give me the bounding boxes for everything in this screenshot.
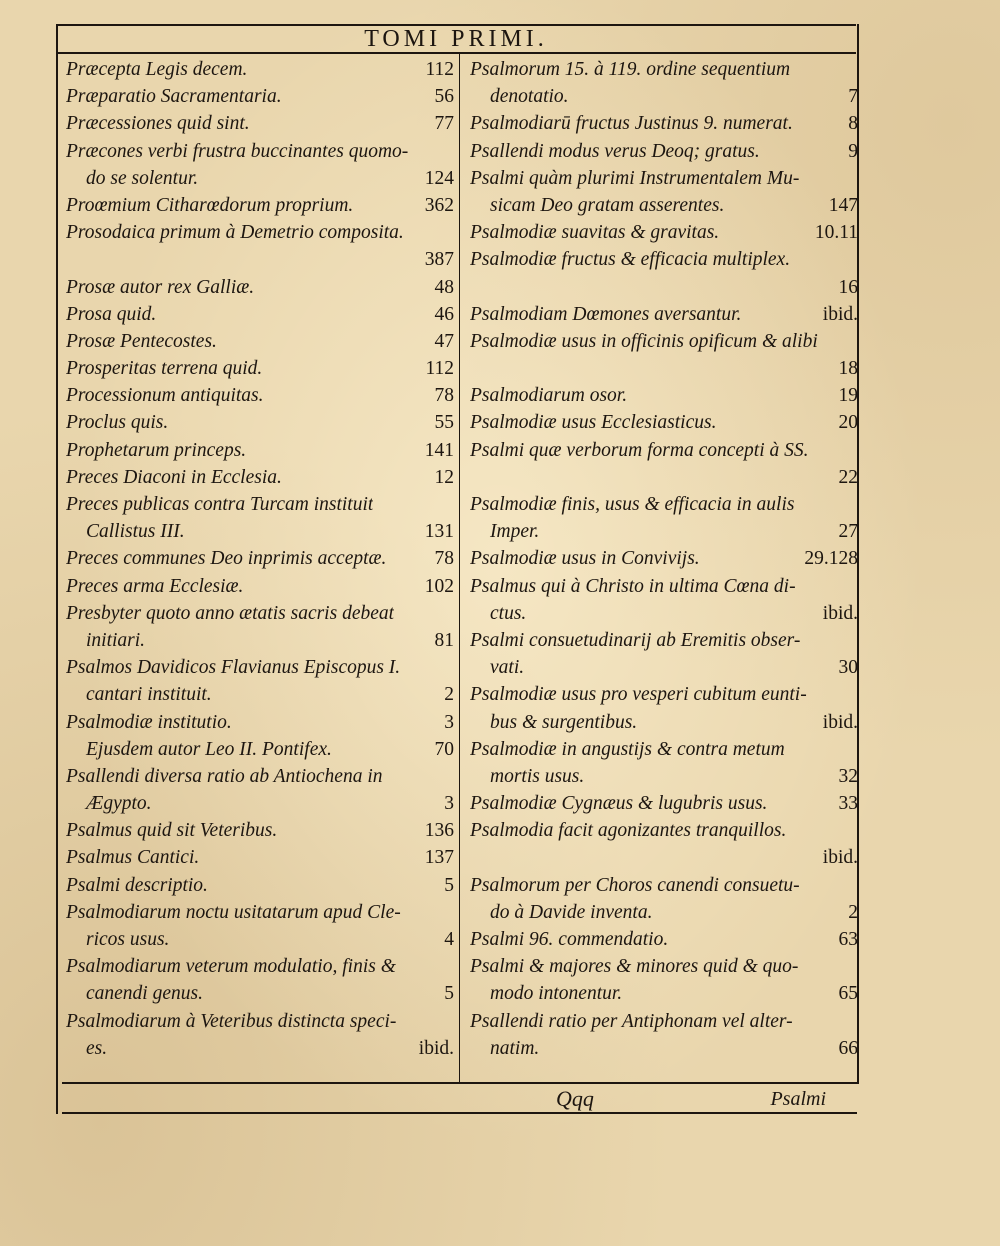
header-rule [56, 52, 856, 54]
index-entry [66, 573, 454, 600]
index-entry [66, 600, 454, 627]
entry-text: Presbyter quoto anno ætatis sacris debeat [66, 602, 395, 624]
entry-page-number: ibid. [822, 303, 858, 325]
entry-page-number: 124 [424, 167, 454, 189]
entry-text: Psalmodiæ usus in officinis opificum & alibi [470, 330, 818, 352]
index-entry [66, 654, 454, 681]
index-entry [470, 1008, 858, 1035]
entry-text: Psalmodiarū fructus Justinus 9. numerat. [470, 113, 793, 135]
entry-text: initiari. [86, 629, 146, 651]
index-entry [470, 545, 858, 572]
entry-page-number: 3 [444, 711, 454, 733]
footer-rule-lower [62, 1112, 857, 1114]
index-entry [66, 1035, 454, 1062]
entry-text: Psalmodiarum noctu usitatarum apud Cle- [66, 901, 401, 923]
entry-text: Psalmorum 15. à 119. ordine sequentium [470, 59, 791, 80]
index-entry [470, 573, 858, 600]
index-entry [66, 681, 454, 708]
index-entry [470, 926, 858, 953]
index-entry [470, 654, 858, 681]
index-entry [470, 763, 858, 790]
index-entry [470, 980, 858, 1007]
index-entry [470, 709, 858, 736]
index-entry [470, 627, 858, 654]
entry-text: do à Davide inventa. [490, 901, 653, 923]
entry-text: Psalmodiarum à Veteribus distincta speci- [66, 1010, 397, 1032]
entry-text: Psalmodiæ in angustijs & contra metum [470, 738, 785, 760]
entry-page-number: 2 [444, 684, 454, 706]
index-entry [66, 872, 454, 899]
entry-text: Psalmodiarum veterum modulatio, finis & [66, 956, 396, 978]
entry-text: ricos usus. [86, 929, 170, 950]
index-entry [66, 790, 454, 817]
index-entry [66, 545, 454, 572]
entry-text: mortis usus. [490, 765, 585, 787]
entry-page-number: 8 [848, 113, 858, 135]
entry-text: Præcepta Legis decem. [66, 59, 248, 80]
index-entry [470, 219, 858, 246]
entry-text: Prosæ Pentecostes. [66, 330, 217, 352]
entry-text: Preces publicas contra Turcam instituit [66, 494, 374, 515]
index-entry [470, 899, 858, 926]
entry-text: Callistus III. [86, 521, 185, 543]
entry-page-number: 102 [424, 575, 454, 597]
entry-text: Prosæ autor rex Galliæ. [66, 276, 255, 298]
entry-text: Prosperitas terrena quid. [66, 358, 263, 380]
entry-page-number: 30 [838, 657, 858, 679]
entry-text: Imper. [490, 521, 540, 543]
entry-page-number: 7 [848, 86, 858, 108]
entry-text: do se solentur. [86, 167, 199, 189]
entry-page-number: ibid. [822, 847, 858, 869]
entry-text: Psallendi modus verus Deoq; gratus. [470, 140, 760, 162]
entry-page-number: 136 [424, 820, 454, 842]
index-entry [66, 464, 454, 491]
catchword: Psalmi [770, 1088, 826, 1110]
index-entry [470, 437, 858, 464]
entry-text: Psalmodiæ suavitas & gravitas. [470, 222, 720, 244]
index-entry [66, 1008, 454, 1035]
entry-page-number: 5 [444, 983, 454, 1005]
index-column-left [66, 56, 454, 1062]
entry-text: Psalmus Cantici. [66, 847, 200, 869]
entry-page-number: 2 [848, 901, 858, 923]
entry-page-number: 48 [434, 276, 454, 298]
entry-page-number: 362 [424, 194, 454, 216]
index-column-right [470, 56, 858, 1062]
index-entry [66, 980, 454, 1007]
entry-text: modo intonentur. [490, 983, 623, 1005]
index-entry [470, 518, 858, 545]
entry-text: Præcones verbi frustra buccinantes quomo- [66, 140, 409, 162]
entry-text: Præcessiones quid sint. [66, 113, 250, 135]
index-entry [66, 219, 454, 246]
entry-page-number: 66 [838, 1037, 858, 1059]
entry-page-number: 32 [838, 765, 858, 787]
index-entry [470, 83, 858, 110]
entry-text: Psalmi consuetudinarij ab Eremitis obser- [470, 629, 801, 651]
entry-text: Psalmus qui à Christo in ultima Cœna di- [470, 575, 796, 597]
index-entry [66, 138, 454, 165]
entry-text: Psalmodiæ usus pro vesperi cubitum eunti- [470, 684, 807, 706]
entry-page-number: 27 [838, 521, 858, 543]
entry-text: natim. [490, 1037, 540, 1059]
entry-text: Ægypto. [86, 793, 152, 815]
index-entry [66, 246, 454, 273]
entry-text: bus & surgentibus. [490, 711, 638, 733]
entry-text: ctus. [490, 602, 527, 624]
entry-page-number: 78 [434, 548, 454, 570]
index-entry [66, 274, 454, 301]
entry-text: Psalmodiæ usus in Convivijs. [470, 548, 700, 570]
index-entry [66, 192, 454, 219]
index-entry [470, 953, 858, 980]
entry-page-number: 19 [838, 385, 858, 407]
index-entry [470, 246, 858, 273]
entry-text: Psalmodia facit agonizantes tranquillos. [470, 820, 787, 842]
index-entry [470, 491, 858, 518]
entry-text: Psalmus quid sit Veteribus. [66, 820, 278, 842]
index-entry [66, 926, 454, 953]
footer-rule-upper [62, 1082, 857, 1084]
entry-text: Psalmi 96. commendatio. [470, 929, 669, 950]
index-entry [66, 56, 454, 83]
entry-text: sicam Deo gratam asserentes. [490, 194, 725, 216]
entry-page-number: 137 [424, 847, 454, 869]
entry-page-number: 20 [838, 412, 858, 434]
entry-page-number: 131 [424, 521, 454, 543]
entry-page-number: ibid. [822, 711, 858, 733]
entry-page-number: 9 [848, 140, 858, 162]
entry-text: Prophetarum princeps. [66, 439, 247, 461]
index-entry [470, 600, 858, 627]
entry-page-number: 387 [424, 249, 454, 271]
entry-text: Præparatio Sacramentaria. [66, 86, 282, 108]
entry-page-number: 55 [434, 412, 454, 434]
entry-page-number: 47 [434, 330, 454, 352]
entry-text: Ejusdem autor Leo II. Pontifex. [86, 738, 332, 760]
index-entry [470, 464, 858, 491]
entry-text: Preces Diaconi in Ecclesia. [66, 466, 282, 488]
entry-text: cantari instituit. [86, 684, 212, 706]
entry-text: Proœmium Citharœdorum proprium. [66, 194, 354, 216]
index-entry [66, 844, 454, 871]
index-entry [66, 817, 454, 844]
entry-page-number: ibid. [418, 1037, 454, 1059]
entry-page-number: 147 [828, 194, 858, 216]
entry-text: es. [86, 1037, 108, 1059]
entry-text: Psalmi descriptio. [66, 874, 208, 896]
index-entry [470, 872, 858, 899]
entry-page-number: 29.128 [804, 548, 858, 570]
entry-text: Psalmi quæ verborum forma concepti à SS. [470, 439, 809, 461]
entry-page-number: 78 [434, 385, 454, 407]
index-entry [66, 491, 454, 518]
index-entry [66, 899, 454, 926]
entry-text: Processionum antiquitas. [66, 385, 264, 407]
entry-page-number: 56 [434, 86, 454, 108]
entry-text: Psallendi ratio per Antiphonam vel alter- [470, 1010, 793, 1032]
index-entry [470, 817, 858, 844]
entry-text: Psalmos Davidicos Flavianus Episcopus I. [66, 657, 401, 679]
index-entry [470, 1035, 858, 1062]
entry-page-number: 16 [838, 276, 858, 298]
index-entry [470, 844, 858, 871]
entry-page-number: 33 [838, 793, 858, 815]
index-entry [470, 328, 858, 355]
index-entry [470, 274, 858, 301]
index-entry [470, 56, 858, 83]
running-head: TOMI PRIMI. [364, 26, 548, 52]
page-frame [56, 24, 859, 1114]
index-entry [66, 409, 454, 436]
entry-text: canendi genus. [86, 983, 203, 1005]
entry-page-number: 77 [434, 113, 454, 135]
index-entry [470, 355, 858, 382]
entry-page-number: 81 [434, 629, 454, 651]
left-border [56, 24, 58, 1114]
entry-page-number: 18 [838, 358, 858, 380]
entry-page-number: 141 [424, 439, 454, 461]
entry-page-number: 112 [425, 59, 454, 80]
index-entry [66, 110, 454, 137]
index-entry [66, 736, 454, 763]
entry-text: Psalmi & majores & minores quid & quo- [470, 956, 799, 978]
entry-text: Proclus quis. [66, 412, 169, 434]
entry-text: Psalmodiam Dœmones aversantur. [470, 303, 742, 325]
index-entry [470, 138, 858, 165]
entry-text: Psalmodiæ usus Ecclesiasticus. [470, 412, 717, 434]
index-entry [66, 437, 454, 464]
index-entry [470, 301, 858, 328]
entry-text: Psalmorum per Choros canendi consuetu- [470, 874, 800, 896]
entry-text: Psalmi quàm plurimi Instrumentalem Mu- [470, 167, 800, 189]
entry-page-number: 63 [838, 929, 858, 950]
index-entry [66, 709, 454, 736]
entry-text: denotatio. [490, 86, 569, 108]
index-entry [66, 627, 454, 654]
index-entry [66, 518, 454, 545]
column-divider [459, 54, 460, 1084]
entry-text: Prosa quid. [66, 303, 157, 325]
index-entry [66, 355, 454, 382]
entry-text: Psalmodiæ institutio. [66, 711, 232, 733]
entry-text: Psalmodiæ fructus & efficacia multiplex. [470, 249, 791, 271]
index-entry [66, 953, 454, 980]
index-entry [66, 165, 454, 192]
index-entry [470, 790, 858, 817]
index-entry [66, 382, 454, 409]
index-entry [470, 409, 858, 436]
index-entry [66, 328, 454, 355]
entry-text: Preces arma Ecclesiæ. [66, 575, 244, 597]
entry-page-number: 5 [444, 874, 454, 896]
entry-text: vati. [490, 657, 525, 679]
entry-page-number: 4 [444, 929, 454, 950]
entry-page-number: 70 [434, 738, 454, 760]
entry-page-number: 22 [838, 466, 858, 488]
entry-text: Psallendi diversa ratio ab Antiochena in [66, 765, 383, 787]
entry-page-number: 3 [444, 793, 454, 815]
entry-page-number: 12 [434, 466, 454, 488]
entry-text: Prosodaica primum à Demetrio composita. [66, 222, 404, 244]
entry-page-number: 10.11 [814, 222, 858, 244]
index-entry [470, 192, 858, 219]
page-footer [56, 1086, 856, 1112]
index-entry [470, 382, 858, 409]
entry-page-number: 65 [838, 983, 858, 1005]
entry-page-number: 46 [434, 303, 454, 325]
entry-page-number: ibid. [822, 602, 858, 624]
entry-page-number: 112 [425, 358, 454, 380]
entry-text: Psalmodiarum osor. [470, 385, 628, 407]
index-entry [470, 736, 858, 763]
entry-text: Psalmodiæ finis, usus & efficacia in aulis [470, 494, 795, 515]
entry-text: Preces communes Deo inprimis acceptæ. [66, 548, 387, 570]
entry-text: Psalmodiæ Cygnæus & lugubris usus. [470, 793, 768, 815]
index-entry [66, 83, 454, 110]
index-entry [470, 165, 858, 192]
signature-mark: Qqq [556, 1086, 594, 1111]
index-entry [470, 681, 858, 708]
index-entry [66, 301, 454, 328]
index-entry [66, 763, 454, 790]
index-entry [470, 110, 858, 137]
